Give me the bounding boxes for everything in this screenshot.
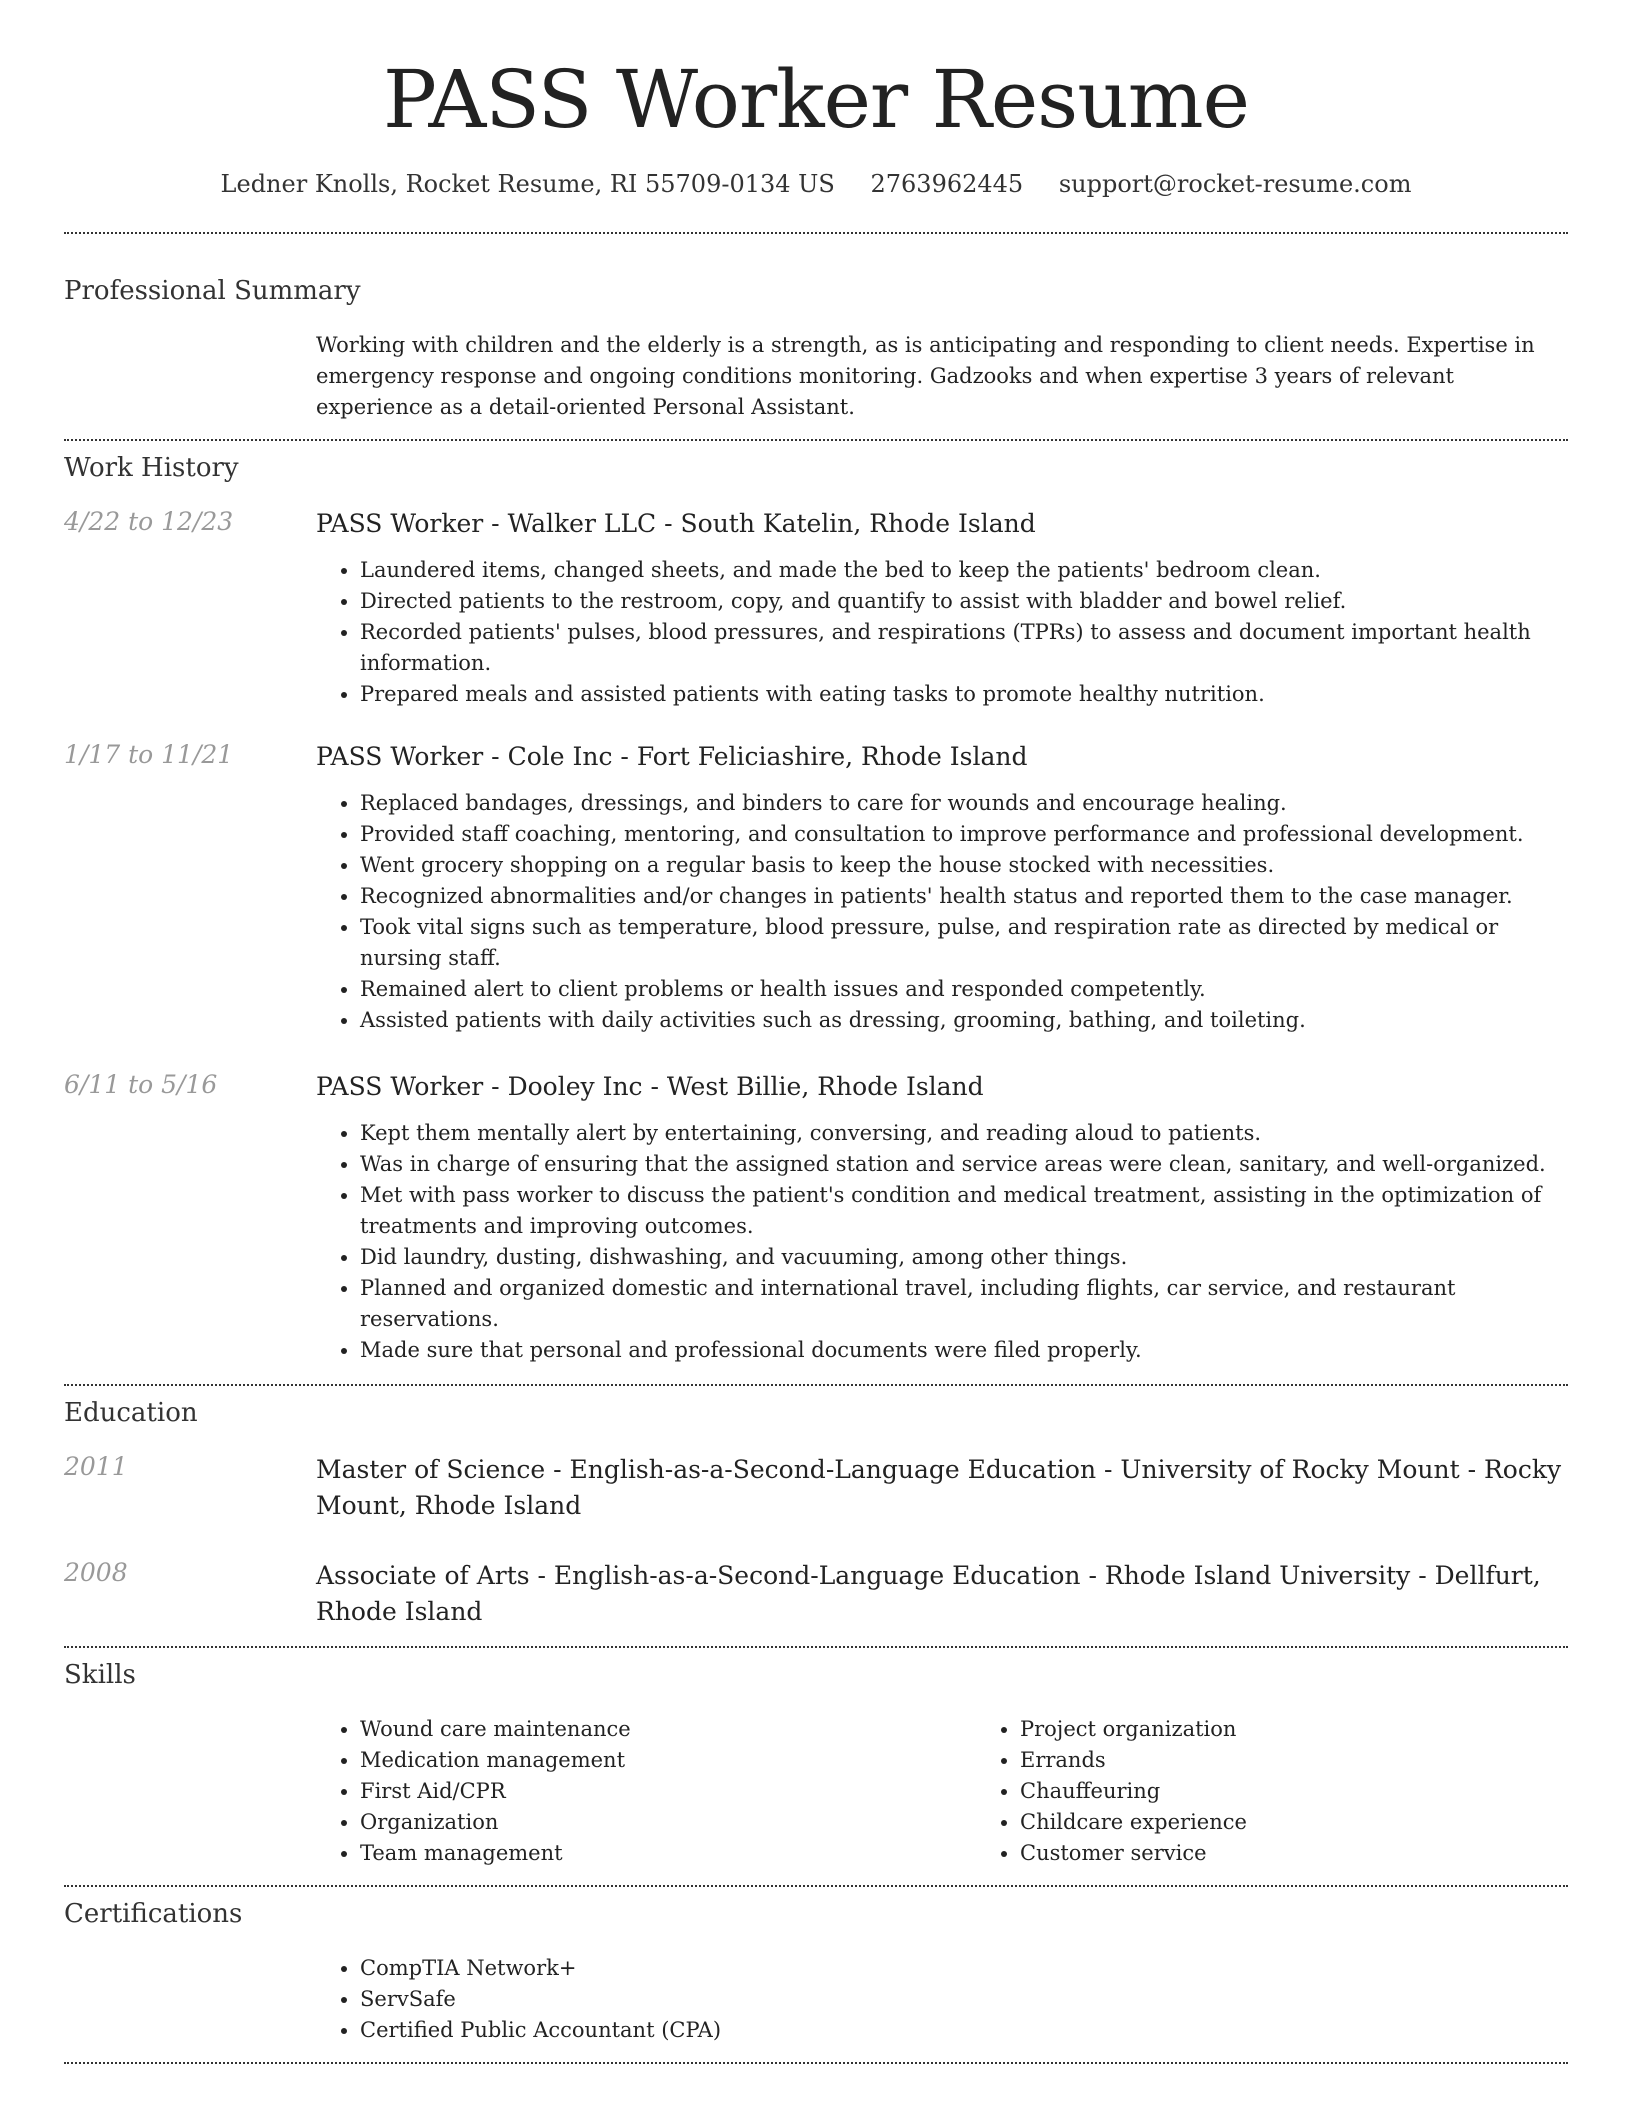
- list-item: • Went grocery shopping on a regular basis to keep the house stocked with necessities.: [360, 850, 1568, 881]
- section-title-skills: Skills: [64, 1660, 136, 1690]
- list-item: • Remained alert to client problems or health issues and responded competently.: [360, 974, 1568, 1005]
- education-entry: [64, 1452, 1568, 1524]
- list-item: • Certified Public Accountant (CPA): [360, 2015, 1568, 2046]
- education-school: - University of Rocky Mount - Rocky Mount, Rhode Island: [316, 1455, 1562, 1520]
- job-bullets: [316, 555, 1568, 710]
- list-item: • Replaced bandages, dressings, and binders to care for wounds and encourage healing.: [360, 788, 1568, 819]
- summary-text: Working with children and the elderly is a strength, as is anticipating and responding to client needs. Expertise in emergency response and ongoing conditions monitoring. Gadzooks and when expertise 3 years of relevant experience as a detail-oriented Personal Assistant.: [316, 333, 1535, 419]
- job-title: PASS Worker - Dooley Inc - West Billie, Rhode Island: [316, 1072, 984, 1101]
- list-item: • Organization: [360, 1807, 976, 1838]
- list-item: • Prepared meals and assisted patients with eating tasks to promote healthy nutrition.: [360, 679, 1568, 710]
- education-school: - Rhode Island University - Dellfurt, Rhode Island: [316, 1561, 1541, 1626]
- education-degree: Master of Science - English-as-a-Second-Language Education: [316, 1455, 1097, 1484]
- section-title-certifications: Certifications: [64, 1899, 243, 1929]
- divider: [64, 2062, 1568, 2064]
- list-item: • Project organization: [1020, 1714, 1632, 1745]
- list-item: • Directed patients to the restroom, copy, and quantify to assist with bladder and bowel relief.: [360, 586, 1568, 617]
- list-item: • Kept them mentally alert by entertaining, conversing, and reading aloud to patients.: [360, 1118, 1568, 1149]
- list-item: • Took vital signs such as temperature, blood pressure, pulse, and respiration rate as directed by medical or nursing staff.: [360, 912, 1568, 974]
- list-item: • Wound care maintenance: [360, 1714, 976, 1745]
- job-entry: [64, 1070, 1568, 1366]
- list-item: • Assisted patients with daily activities such as dressing, grooming, bathing, and toileting.: [360, 1005, 1568, 1036]
- resume-title: PASS Worker Resume: [383, 53, 1249, 146]
- education-year: 2011: [64, 1452, 128, 1481]
- education-section: [64, 1386, 1568, 1630]
- contact-address: Ledner Knolls, Rocket Resume, RI 55709-0134 US: [220, 170, 835, 198]
- section-title-work: Work History: [64, 453, 239, 483]
- list-item: • Planned and organized domestic and international travel, including flights, car service, and restaurant reservations.: [360, 1273, 1568, 1335]
- job-dates: 1/17 to 11/21: [64, 740, 234, 769]
- list-item: • Laundered items, changed sheets, and made the bed to keep the patients' bedroom clean.: [360, 555, 1568, 586]
- certifications-list: [316, 1953, 1568, 2046]
- list-item: • Recognized abnormalities and/or changes in patients' health status and reported them to the case manager.: [360, 881, 1568, 912]
- job-title: PASS Worker - Cole Inc - Fort Feliciashire, Rhode Island: [316, 742, 1028, 771]
- certifications-section: [64, 1887, 1568, 2046]
- job-bullets: [316, 1118, 1568, 1366]
- education-entry: [64, 1558, 1568, 1630]
- job-title: PASS Worker - Walker LLC - South Katelin, Rhode Island: [316, 509, 1036, 538]
- list-item: • Team management: [360, 1838, 976, 1869]
- resume-header: [64, 0, 1568, 198]
- skills-list-right: [976, 1714, 1632, 1869]
- section-title-education: Education: [64, 1398, 198, 1428]
- list-item: • Childcare experience: [1020, 1807, 1632, 1838]
- list-item: • ServSafe: [360, 1984, 1568, 2015]
- job-dates: 4/22 to 12/23: [64, 507, 234, 536]
- list-item: • Was in charge of ensuring that the assigned station and service areas were clean, sanitary, and well-organized.: [360, 1149, 1568, 1180]
- list-item: • Did laundry, dusting, dishwashing, and vacuuming, among other things.: [360, 1242, 1568, 1273]
- job-dates: 6/11 to 5/16: [64, 1070, 218, 1099]
- education-year: 2008: [64, 1558, 128, 1587]
- job-bullets: [316, 788, 1568, 1036]
- contact-phone: 2763962445: [870, 170, 1024, 198]
- skills-section: [64, 1648, 1568, 1869]
- list-item: • CompTIA Network+: [360, 1953, 1568, 1984]
- contact-line: [64, 170, 1568, 198]
- section-title-summary: Professional Summary: [64, 276, 361, 306]
- contact-email: support@rocket-resume.com: [1058, 170, 1412, 198]
- list-item: • Met with pass worker to discuss the patient's condition and medical treatment, assisting in the optimization of treatments and improving outcomes.: [360, 1180, 1568, 1242]
- list-item: • Chauffeuring: [1020, 1776, 1632, 1807]
- work-history-section: [64, 441, 1568, 1366]
- list-item: • Customer service: [1020, 1838, 1632, 1869]
- list-item: • Errands: [1020, 1745, 1632, 1776]
- list-item: • First Aid/CPR: [360, 1776, 976, 1807]
- list-item: • Made sure that personal and professional documents were filed properly.: [360, 1335, 1568, 1366]
- list-item: • Medication management: [360, 1745, 976, 1776]
- skills-list-left: [316, 1714, 976, 1869]
- summary-section: [64, 234, 1568, 423]
- list-item: • Recorded patients' pulses, blood pressures, and respirations (TPRs) to assess and document important health information.: [360, 617, 1568, 679]
- list-item: • Provided staff coaching, mentoring, and consultation to improve performance and professional development.: [360, 819, 1568, 850]
- education-degree: Associate of Arts - English-as-a-Second-Language Education: [316, 1561, 1081, 1590]
- job-entry: [64, 740, 1568, 1036]
- job-entry: [64, 507, 1568, 710]
